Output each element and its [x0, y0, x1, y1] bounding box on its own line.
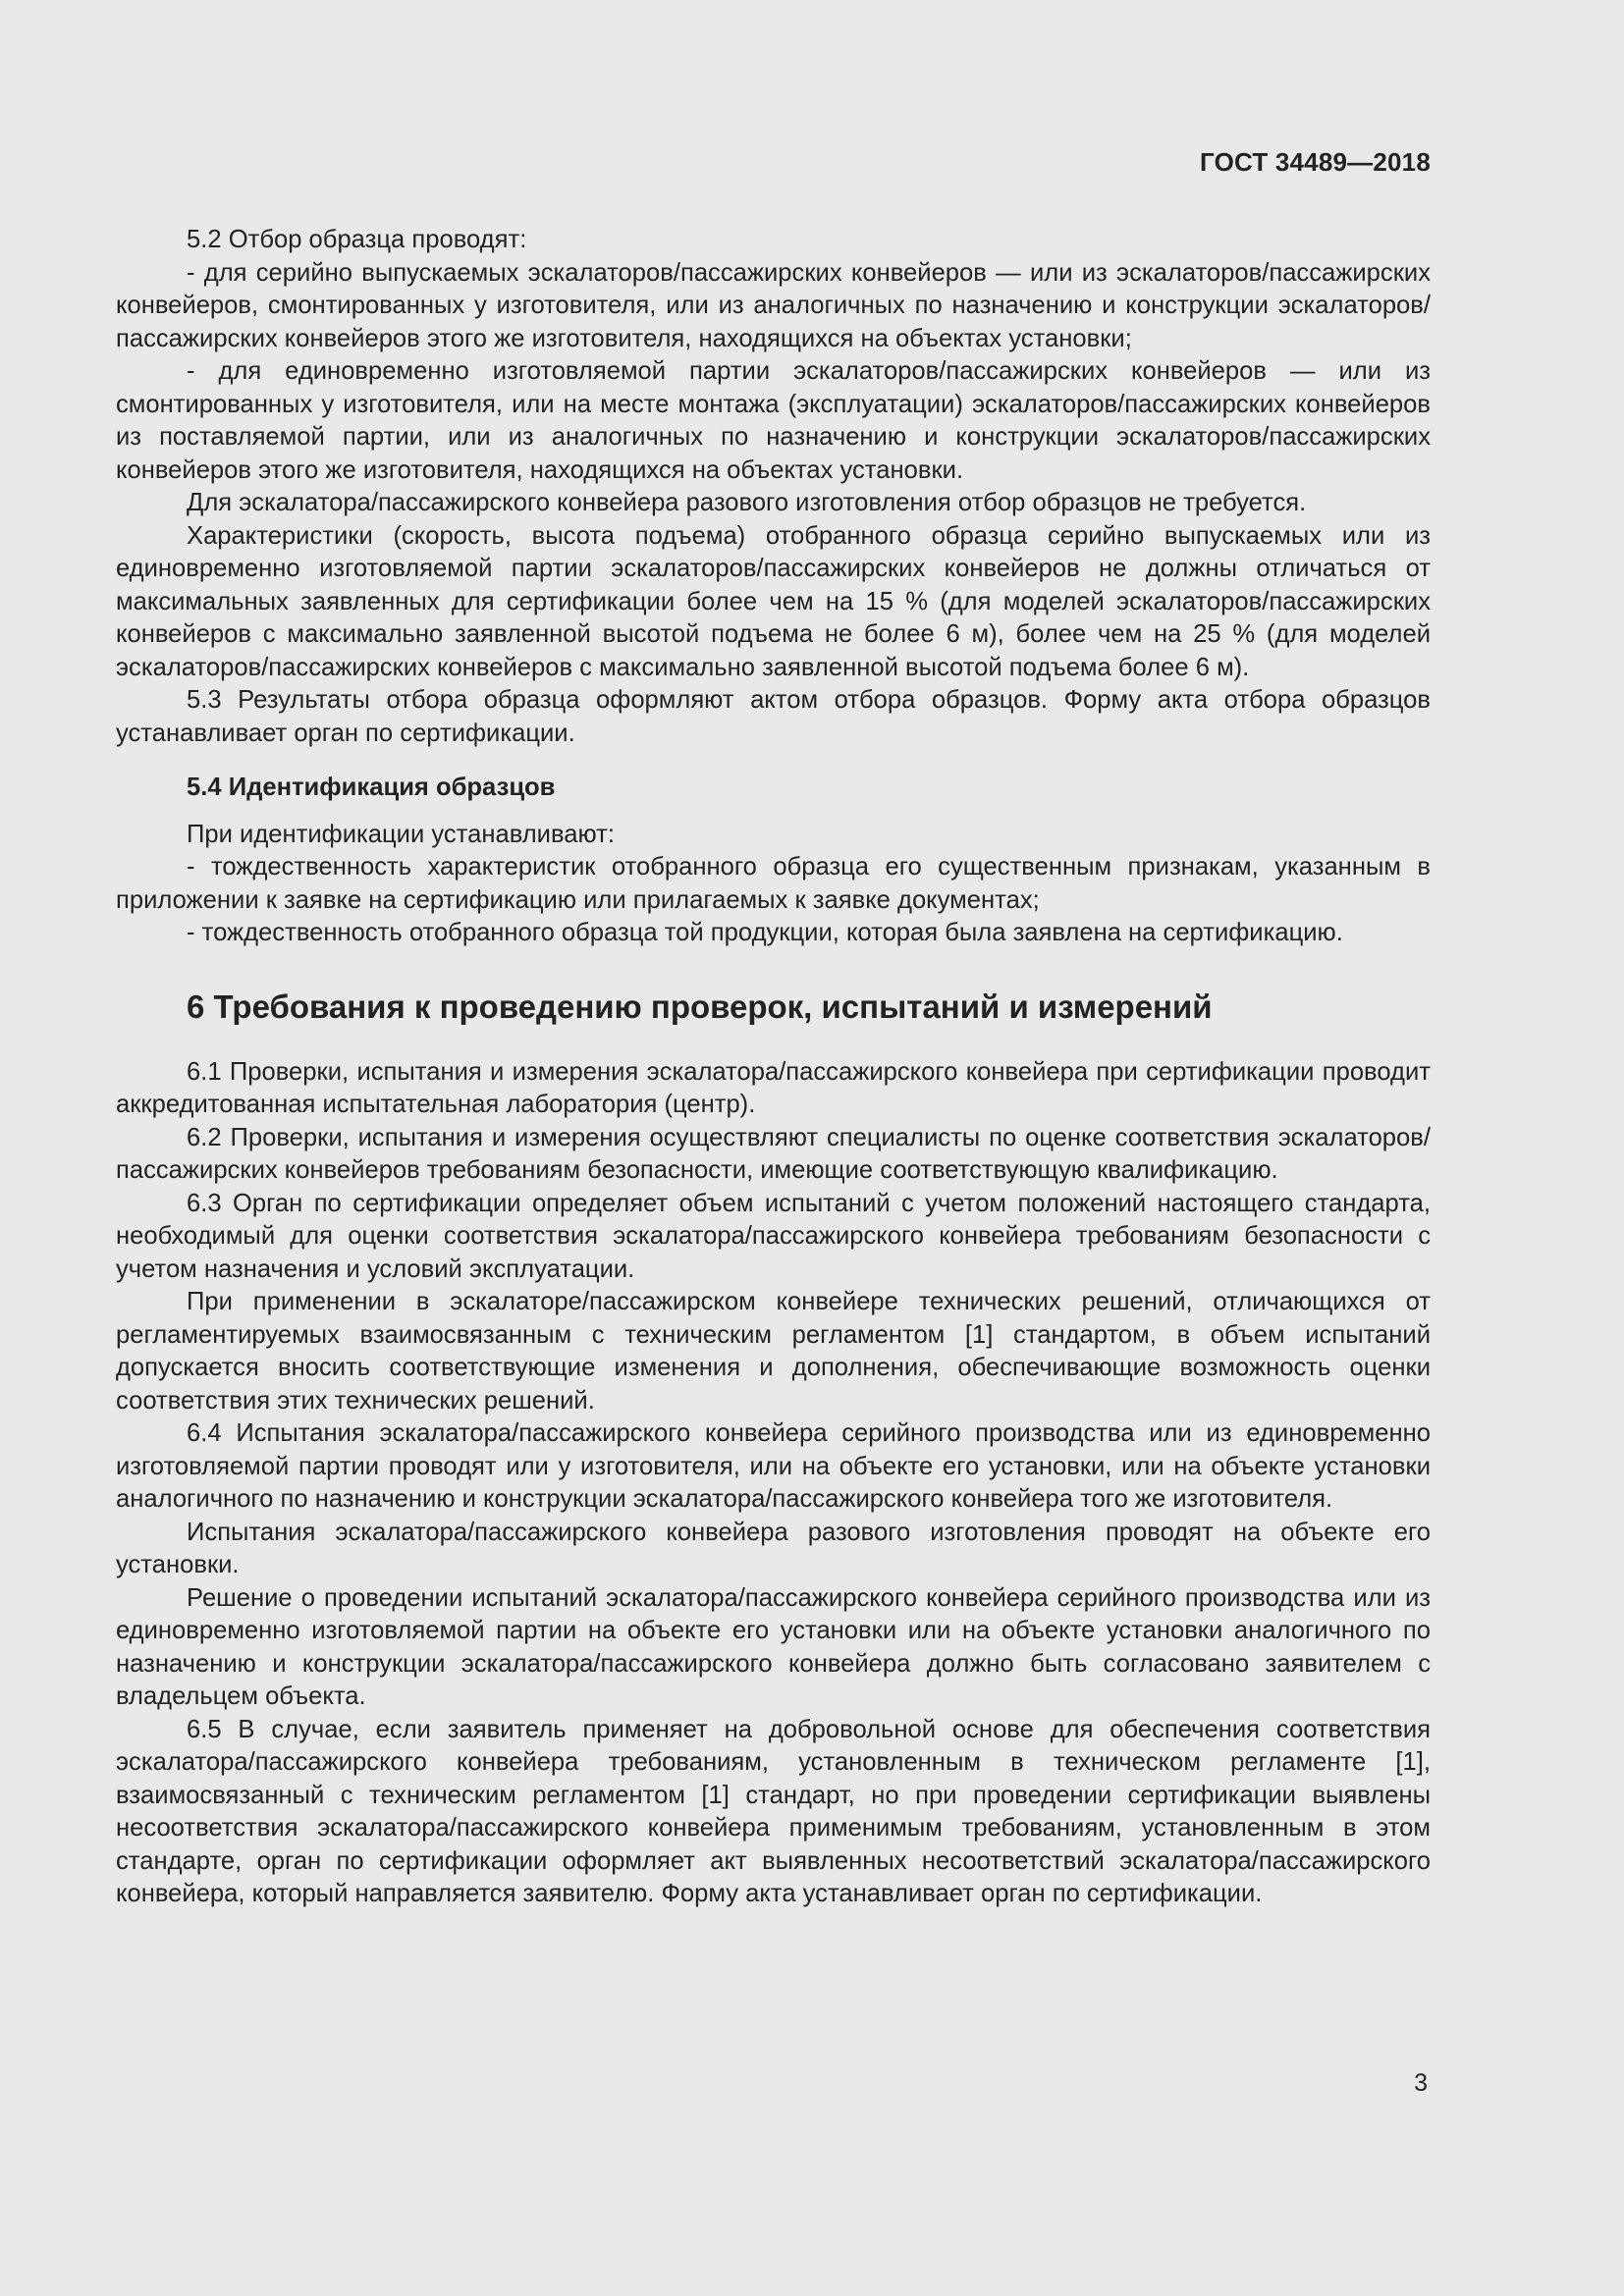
paragraph: - тождественность отобранного образца той продукции, которая была заявлена на сертификацию.	[187, 919, 1343, 946]
section-title: 6 Требования к проведению проверок, испытаний и измерений	[187, 988, 1213, 1025]
subsection-title: 5.4 Идентификация образцов	[187, 774, 556, 801]
paragraph: 6.4 Испытания эскалатора/пассажирского конвейера серийного производства или из единовременно изготовляемой партии проводят или у изготовителя, или на объекте его установки, или на объекте установки аналогичного по назначению и конструкции эскалатора/пассажирского конвейера того же изготовителя.	[116, 1419, 1431, 1513]
paragraph: Решение о проведении испытаний эскалатора/пассажирского конвейера серийного производства или из единовременно изготовляемой партии на объекте его установки или на объекте установки аналогичного по назначению и конструкции эскалатора/пассажирского конвейера должно быть согласовано заявителем с владельцем объекта.	[116, 1583, 1431, 1710]
paragraph: 6.1 Проверки, испытания и измерения эскалатора/пассажирского конвейера при сертификации проводит аккредитованная испытательная лаборатория (центр).	[116, 1057, 1431, 1118]
paragraph: 5.3 Результаты отбора образца оформляют актом отбора образцов. Форму акта отбора образцов устанавливает орган по сертификации.	[116, 686, 1431, 747]
page-number: 3	[1414, 2069, 1428, 2097]
paragraph: 5.2 Отбор образца проводят:	[187, 226, 527, 253]
paragraph: 6.2 Проверки, испытания и измерения осуществляют специалисты по оценке соответствия эскалаторов/пассажирских конвейеров требованиям безопасности, имеющие соответствующую квалификацию.	[116, 1123, 1431, 1184]
page-content	[116, 224, 1431, 1911]
paragraph: - для серийно выпускаемых эскалаторов/пассажирских конвейеров — или из эскалаторов/пассажирских конвейеров, смонтированных у изготовителя, или из аналогичных по назначению и конструкции эскалаторов/пассажирских конвейеров этого же изготовителя, находящихся на объектах установки;	[116, 258, 1431, 352]
paragraph: При применении в эскалаторе/пассажирском конвейере технических решений, отличающихся от регламентируемых взаимосвязанным с техническим регламентом [1] стандартом, в объем испытаний допускается вносить соответствующие изменения и дополнения, обеспечивающие возможность оценки соответствия этих технических решений.	[116, 1288, 1431, 1415]
paragraph: Испытания эскалатора/пассажирского конвейера разового изготовления проводят на объекте его установки.	[116, 1518, 1431, 1578]
paragraph: - для единовременно изготовляемой партии эскалаторов/пассажирских конвейеров — или из смонтированных у изготовителя, или на месте монтажа (эксплуатации) эскалаторов/пассажирских конвейеров из поставляемой партии, или из аналогичных по назначению и конструкции эскалаторов/пассажирских конвейеров этого же изготовителя, находящихся на объектах установки.	[116, 357, 1431, 484]
paragraph: 6.3 Орган по сертификации определяет объем испытаний с учетом положений настоящего стандарта, необходимый для оценки соответствия эскалатора/пассажирского конвейера требованиям безопасности с учетом назначения и условий эксплуатации.	[116, 1189, 1431, 1283]
paragraph: 6.5 В случае, если заявитель применяет на добровольной основе для обеспечения соответствия эскалатора/пассажирского конвейера требованиям, установленным в техническом регламенте [1], взаимосвязанный с техническим регламентом [1] стандарт, но при проведении сертификации выявлены несоответствия эскалатора/пассажирского конвейера применимым требованиям, установленным в этом стандарте, орган по сертификации оформляет акт выявленных несоответствий эскалатора/пассажирского конвейера, который направляется заявителю. Форму акта устанавливает орган по сертификации.	[116, 1715, 1431, 1907]
document-id: ГОСТ 34489—2018	[1200, 147, 1431, 177]
paragraph: Для эскалатора/пассажирского конвейера разового изготовления отбор образцов не требуется.	[187, 489, 1307, 516]
paragraph: Характеристики (скорость, высота подъема) отобранного образца серийно выпускаемых или из единовременно изготовляемой партии эскалаторов/пассажирских конвейеров не должны отличаться от максимальных заявленных для сертификации более чем на 15 % (для моделей эскалаторов/пассажирских конвейеров с максимально заявленной высотой подъема не более 6 м), более чем на 25 % (для моделей эскалаторов/пассажирских конвейеров с максимально заявленной высотой подъема более 6 м).	[116, 521, 1431, 681]
paragraph: При идентификации устанавливают:	[187, 820, 615, 848]
paragraph: - тождественность характеристик отобранного образца его существенным признакам, указанным в приложении к заявке на сертификацию или прилагаемых к заявке документах;	[116, 853, 1431, 914]
